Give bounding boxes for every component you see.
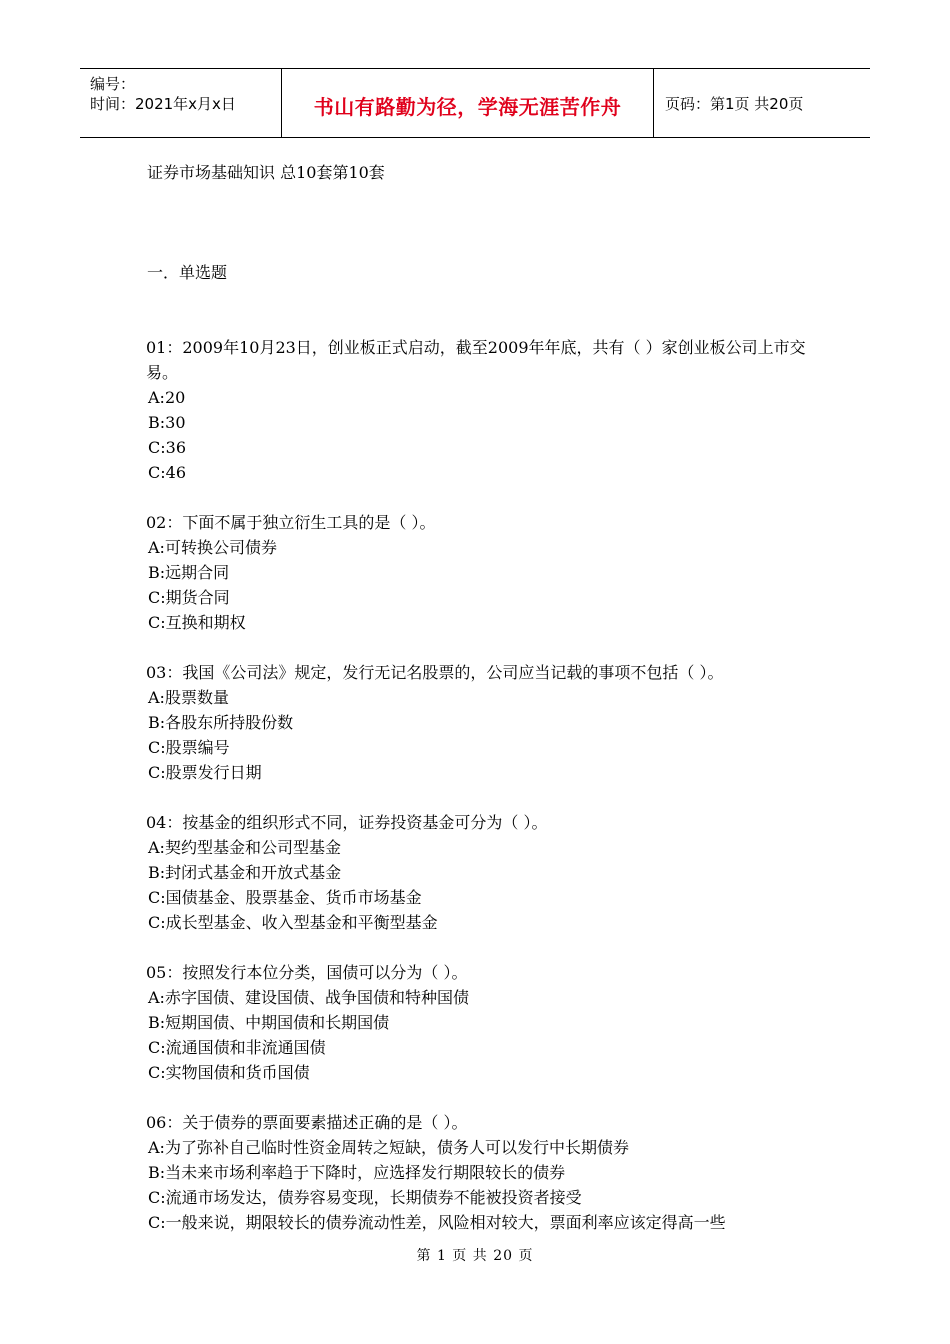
option: C:国债基金、股票基金、货币市场基金	[148, 888, 422, 907]
option: A:为了弥补自己临时性资金周转之短缺，债务人可以发行中长期债券	[148, 1138, 629, 1157]
question-01	[146, 335, 816, 485]
option: B:当未来市场利率趋于下降时，应选择发行期限较长的债券	[148, 1163, 566, 1182]
option: B:各股东所持股份数	[148, 713, 294, 732]
question-03	[146, 660, 816, 785]
section-title: 一．单选题	[147, 263, 228, 282]
question-stem: 05：按照发行本位分类，国债可以分为（ ）。	[146, 963, 468, 982]
page-footer: 第 1 页 共 20 页	[416, 1248, 534, 1264]
question-stem: 01：2009年10月23日，创业板正式启动，截至2009年年底，共有（ ）家创业板公司上市交易。	[146, 338, 806, 382]
question-list	[146, 335, 816, 1260]
question-stem: 06：关于债券的票面要素描述正确的是（ ）。	[146, 1113, 468, 1132]
question-stem: 02：下面不属于独立衍生工具的是（ ）。	[146, 513, 436, 532]
page-header	[80, 68, 870, 138]
question-02	[146, 510, 816, 635]
option: C:流通市场发达，债券容易变现，长期债券不能被投资者接受	[148, 1188, 582, 1207]
question-05	[146, 960, 816, 1085]
option: C:46	[148, 463, 186, 482]
option: B:封闭式基金和开放式基金	[148, 863, 342, 882]
option: B:短期国债、中期国债和长期国债	[148, 1013, 390, 1032]
option: C:流通国债和非流通国债	[148, 1038, 326, 1057]
option: C:互换和期权	[148, 613, 246, 632]
option: B:远期合同	[148, 563, 230, 582]
question-stem: 03：我国《公司法》规定，发行无记名股票的，公司应当记载的事项不包括（ ）。	[146, 663, 724, 682]
question-04	[146, 810, 816, 935]
option: C:36	[148, 438, 186, 457]
option: C:一般来说，期限较长的债券流动性差，风险相对较大，票面利率应该定得高一些	[148, 1213, 726, 1232]
option: B:30	[148, 413, 186, 432]
option: A:契约型基金和公司型基金	[148, 838, 341, 857]
option: C:成长型基金、收入型基金和平衡型基金	[148, 913, 438, 932]
option: A:股票数量	[148, 688, 229, 707]
header-page-cell	[654, 69, 870, 137]
option: A:赤字国债、建设国债、战争国债和特种国债	[148, 988, 469, 1007]
option: A:可转换公司债券	[148, 538, 277, 557]
question-06	[146, 1110, 816, 1235]
option: C:股票编号	[148, 738, 230, 757]
option: C:股票发行日期	[148, 763, 262, 782]
header-motto-cell	[282, 69, 654, 137]
header-meta-cell	[80, 69, 282, 137]
question-stem: 04：按基金的组织形式不同，证券投资基金可分为（ ）。	[146, 813, 548, 832]
option: A:20	[148, 388, 186, 407]
document-title: 证券市场基础知识 总10套第10套	[147, 163, 385, 182]
option: C:实物国债和货币国债	[148, 1063, 310, 1082]
number-label: 编号：	[90, 75, 136, 93]
time-label: 时间：2021年x月x日	[90, 95, 236, 113]
option: C:期货合同	[148, 588, 230, 607]
motto: 书山有路勤为径，学海无涯苦作舟	[313, 95, 622, 119]
page-info: 页码：第1页 共20页	[665, 95, 804, 113]
